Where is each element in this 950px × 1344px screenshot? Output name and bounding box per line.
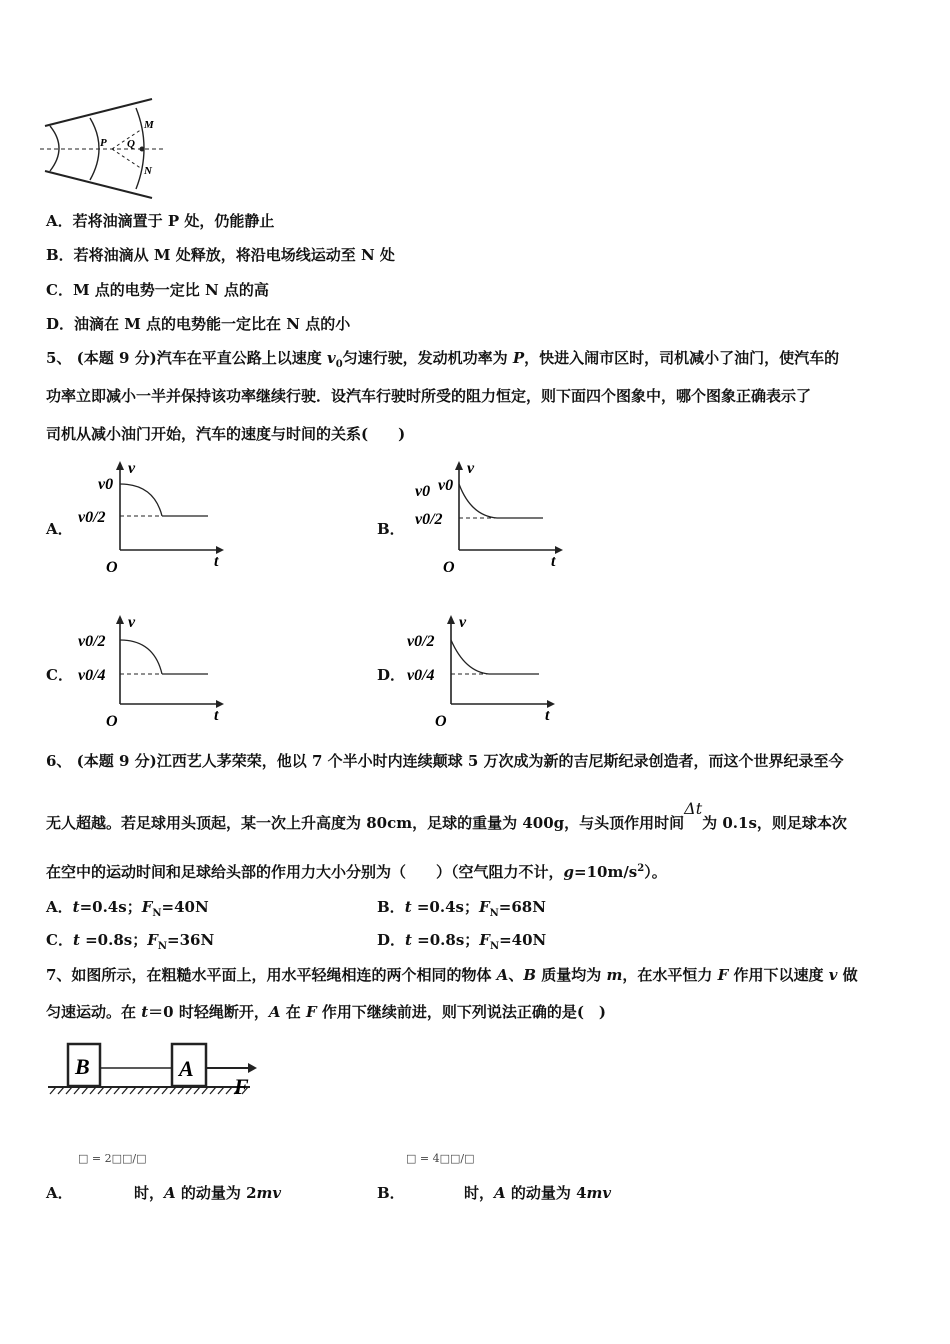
graph-a-axis-v: v (128, 460, 136, 477)
graph-d-origin: O (435, 713, 447, 730)
graph-a-v-mid: v0/2 (78, 509, 106, 526)
q7-line-2: 匀速运动。在 t＝0 时轻绳断开，A 在 F 作用下继续前进，则下列说法正确的是( ) (46, 1003, 607, 1021)
q7-option-b-text: 时，A 的动量为 4mv (464, 1184, 612, 1202)
graph-c-axis-v: v (128, 614, 136, 631)
block-b-label: B (75, 1054, 90, 1079)
q6-option-c: C．t =0.8s；$F_N=36N$ (46, 931, 215, 952)
q5-option-b-label: B． (377, 520, 405, 538)
graph-a-origin: O (106, 559, 118, 576)
q6-line-3: 在空中的运动时间和足球给头部的作用力大小分别为（ ）（空气阻力不计，$g=10m/s^2$）。 (46, 863, 667, 881)
graph-d (405, 612, 565, 732)
q6-option-d: D．t =0.8s；$F_N=40N$ (377, 931, 547, 952)
q7-line-1: 7、如图所示，在粗糙水平面上，用水平轻绳相连的两个相同的物体 A、B 质量均为 m，在水平恒力 F 作用下以速度 v 做 (46, 966, 858, 984)
graph-a (76, 458, 236, 578)
blocks-diagram (44, 1030, 264, 1100)
q4-option-d: D．油滴在 M 点的电势能一定比在 N 点的小 (46, 315, 351, 333)
q6-line-2: 无人超越。若足球用头顶起，某一次上升高度为 80cm，足球的重量为 400g，与头顶作用时间Δt为 0.1s，则足球本次 (46, 799, 847, 832)
q6-option-b: B．t =0.4s；$F_N=68N$ (377, 898, 546, 919)
delta-t-symbol: Δt (684, 799, 703, 818)
label-p: P (100, 137, 107, 149)
graph-c-v-mid: v0/4 (78, 667, 106, 684)
q4-option-c: C．M 点的电势一定比 N 点的高 (46, 281, 269, 299)
graph-c-origin: O (106, 713, 118, 730)
graph-b (405, 458, 565, 578)
q5-line-2: 功率立即减小一半并保持该功率继续行驶．设汽车行驶时所受的阻力恒定，则下面四个图象中，哪个图象正确表示了 (46, 387, 812, 405)
q4-option-b: B．若将油滴从 M 处释放，将沿电场线运动至 N 处 (46, 246, 395, 264)
graph-b-axis-v: v (467, 460, 475, 477)
q5-option-a-label: A． (46, 520, 73, 538)
q7-option-a-label: A． (46, 1184, 73, 1202)
q6-line-1: 6、 (本题 9 分)江西艺人茅荣荣，他以 7 个半小时内连续颠球 5 万次成为新的吉尼斯纪录创造者，而这个世界纪录至今 (46, 752, 844, 770)
graph-b-v-top: v0 (415, 483, 431, 500)
q5-option-c-label: C． (46, 666, 73, 684)
label-q: Q (127, 138, 135, 150)
q5-option-d-label: D． (377, 666, 406, 684)
graph-d-v-top: v0/2 (407, 633, 435, 650)
graph-a-v-top: v0 (98, 476, 114, 493)
q7-option-b-label: B． (377, 1184, 405, 1202)
graph-b-v-top-2: v0 (438, 477, 454, 494)
q7-option-b-formula: □ = 4□□/□ (406, 1152, 475, 1165)
graph-b-v-mid: v0/2 (415, 511, 443, 528)
graph-c-axis-t: t (214, 707, 219, 724)
label-n: N (144, 165, 152, 177)
block-a-label: A (179, 1056, 194, 1081)
field-diagram (40, 96, 170, 206)
label-m: M (144, 119, 154, 131)
graph-a-axis-t: t (214, 553, 219, 570)
q4-option-a: A．若将油滴置于 P 处，仍能静止 (46, 212, 275, 230)
q6-option-a: A．t=0.4s；$F_N=40N$ (46, 898, 209, 919)
q5-line-3: 司机从减小油门开始，汽车的速度与时间的关系( ) (46, 425, 406, 443)
q5-line-1: 5、 (本题 9 分)汽车在平直公路上以速度 $v_0$匀速行驶，发动机功率为 P，快进入闹市区时，司机减小了油门，使汽车的 (46, 349, 840, 370)
graph-d-v-mid: v0/4 (407, 667, 435, 684)
graph-c (76, 612, 236, 732)
force-label: F (234, 1074, 249, 1099)
q7-option-a-formula: □ = 2□□/□ (78, 1152, 147, 1165)
graph-b-origin: O (443, 559, 455, 576)
q7-option-a-text: 时，A 的动量为 2mv (134, 1184, 282, 1202)
graph-d-axis-t: t (545, 707, 550, 724)
graph-d-axis-v: v (459, 614, 467, 631)
graph-b-axis-t: t (551, 553, 556, 570)
graph-c-v-top: v0/2 (78, 633, 106, 650)
